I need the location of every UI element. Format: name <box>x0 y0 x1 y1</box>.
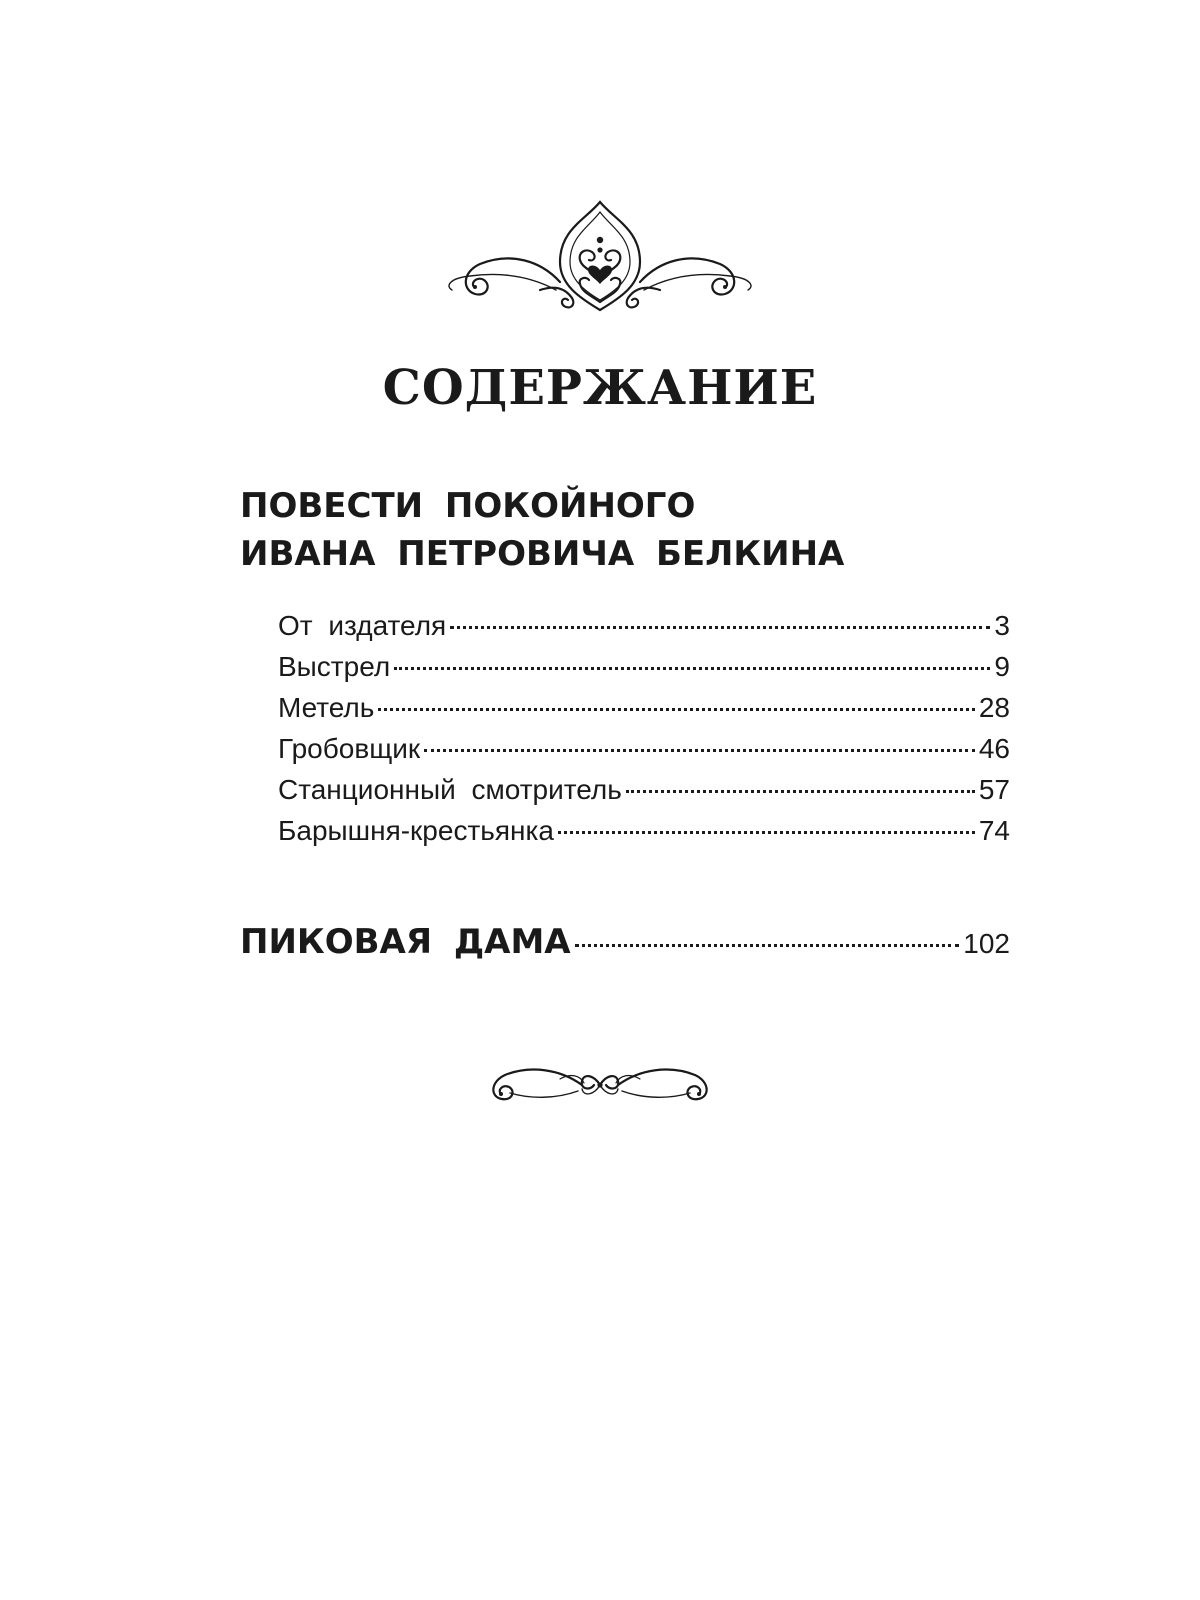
toc-entry[interactable] <box>278 728 1010 769</box>
dot-leader <box>558 831 975 834</box>
dot-leader <box>450 626 990 629</box>
toc-major-entry-page: 102 <box>963 928 1010 959</box>
flourish-heart-ornament-icon <box>0 190 1200 320</box>
toc-entry-label: Гробовщик <box>278 733 421 764</box>
dot-leader <box>424 749 975 752</box>
toc-entry-page: 46 <box>978 733 1010 764</box>
section-heading-line-2: ИВАНА ПЕТРОВИЧА БЕЛКИНА <box>240 534 845 574</box>
page-title: СОДЕРЖАНИЕ <box>382 360 818 416</box>
dot-leader <box>626 790 975 793</box>
toc-major-entry[interactable] <box>240 922 1010 962</box>
toc-entry-page: 74 <box>978 815 1010 846</box>
toc-entry-page: 28 <box>978 692 1010 723</box>
dot-leader <box>575 944 960 947</box>
dot-leader <box>394 667 990 670</box>
section-heading-line-1: ПОВЕСТИ ПОКОЙНОГО <box>240 486 696 526</box>
dot-leader <box>378 708 974 711</box>
toc-entry[interactable] <box>278 769 1010 810</box>
toc-entry-page: 3 <box>994 610 1010 641</box>
toc-entry[interactable] <box>278 605 1010 646</box>
toc-entry-label: Выстрел <box>278 651 391 682</box>
toc-entry-page: 9 <box>994 651 1010 682</box>
toc-entry[interactable] <box>278 646 1010 687</box>
toc-entry-label: От издателя <box>278 610 447 641</box>
toc-major-entry-label: ПИКОВАЯ ДАМА <box>240 922 571 962</box>
toc-entry-label: Станционный смотритель <box>278 774 622 805</box>
toc-list <box>278 605 1010 851</box>
section-heading <box>240 482 844 578</box>
toc-entry-label: Барышня-крестьянка <box>278 815 554 846</box>
toc-entry[interactable] <box>278 810 1010 851</box>
toc-entry[interactable] <box>278 687 1010 728</box>
toc-entry-label: Метель <box>278 692 375 723</box>
toc-entry-page: 57 <box>978 774 1010 805</box>
flourish-divider-icon <box>0 1055 1200 1115</box>
